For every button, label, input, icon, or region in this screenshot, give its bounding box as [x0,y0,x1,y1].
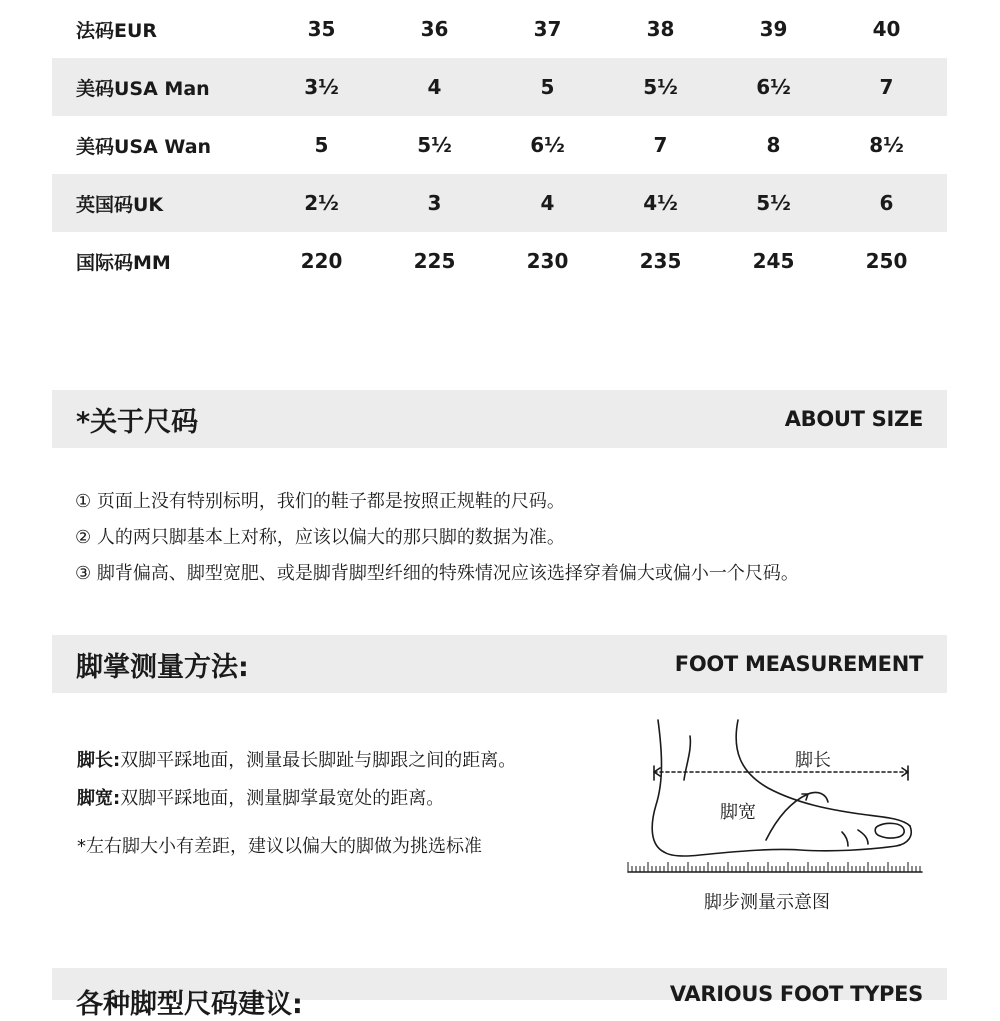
table-cell: 8 [766,133,781,157]
table-cell: 40 [872,17,901,41]
table-cell: 6½ [756,75,791,99]
length-instruction [77,742,516,780]
table-row-eur [52,0,947,58]
foot-measurement-diagram [620,710,930,925]
section-title: 各种脚型尺码建议: [76,989,303,1020]
width-text: 双脚平踩地面，测量脚掌最宽处的距离。 [120,788,445,809]
length-label: 脚长: [77,750,121,771]
note-item: ③ 脚背偏高、脚型宽肥、或是脚背脚型纤细的特殊情况应该选择穿着偏大或偏小一个尺码。 [75,563,799,584]
section-title-en: FOOT MEASUREMENT [674,652,923,676]
row-label: 美码USA Man [76,77,210,100]
width-label: 脚宽: [77,788,121,809]
measurement-instructions [77,742,516,858]
table-cell: 235 [639,249,682,273]
table-cell: 7 [653,133,668,157]
table-row-mm [52,232,947,290]
table-cell: 5½ [756,191,791,215]
width-instruction [77,780,516,818]
row-label: 国际码MM [76,251,171,274]
measurement-note: *左右脚大小有差距，建议以偏大的脚做为挑选标准 [77,836,482,857]
table-row-usa-wan [52,116,947,174]
section-title-en: ABOUT SIZE [784,407,923,431]
table-cell: 38 [646,17,675,41]
table-cell: 6½ [530,133,565,157]
table-cell: 4 [427,75,442,99]
table-cell: 5 [540,75,555,99]
size-chart-table [52,0,947,290]
row-label: 英国码UK [76,193,164,216]
table-cell: 6 [879,191,894,215]
table-cell: 225 [413,249,456,273]
table-cell: 4½ [643,191,678,215]
foot-measurement-header [52,635,947,693]
table-cell: 3 [427,191,442,215]
table-row-uk [52,174,947,232]
about-size-header [52,390,947,448]
section-title: *关于尺码 [76,406,199,438]
length-text: 双脚平踩地面，测量最长脚趾与脚跟之间的距离。 [120,750,517,771]
table-cell: 5½ [643,75,678,99]
ruler-ticks [628,862,920,872]
table-cell: 250 [865,249,908,273]
section-title: 脚掌测量方法: [76,651,249,683]
length-tag: 脚长 [795,750,831,771]
note-item: ② 人的两只脚基本上对称，应该以偏大的那只脚的数据为准。 [75,527,565,548]
row-label: 美码USA Wan [76,135,212,158]
table-cell: 37 [533,17,562,41]
section-title-en: VARIOUS FOOT TYPES [669,982,923,1006]
table-cell: 8½ [869,133,904,157]
table-cell: 220 [300,249,343,273]
table-cell: 36 [420,17,449,41]
table-cell: 2½ [304,191,339,215]
table-cell: 245 [752,249,795,273]
table-cell: 3½ [304,75,339,99]
row-label: 法码EUR [76,19,158,42]
about-size-notes [75,484,799,592]
table-cell: 5½ [417,133,452,157]
table-cell: 4 [540,191,555,215]
table-cell: 35 [307,17,336,41]
table-cell: 39 [759,17,788,41]
table-cell: 7 [879,75,894,99]
foot-types-header [52,968,947,1020]
table-row-usa-man [52,58,947,116]
table-cell: 5 [314,133,329,157]
diagram-caption: 脚步测量示意图 [704,892,830,913]
note-item: ① 页面上没有特别标明，我们的鞋子都是按照正规鞋的尺码。 [75,491,565,512]
width-tag: 脚宽 [720,802,756,823]
table-cell: 230 [526,249,569,273]
